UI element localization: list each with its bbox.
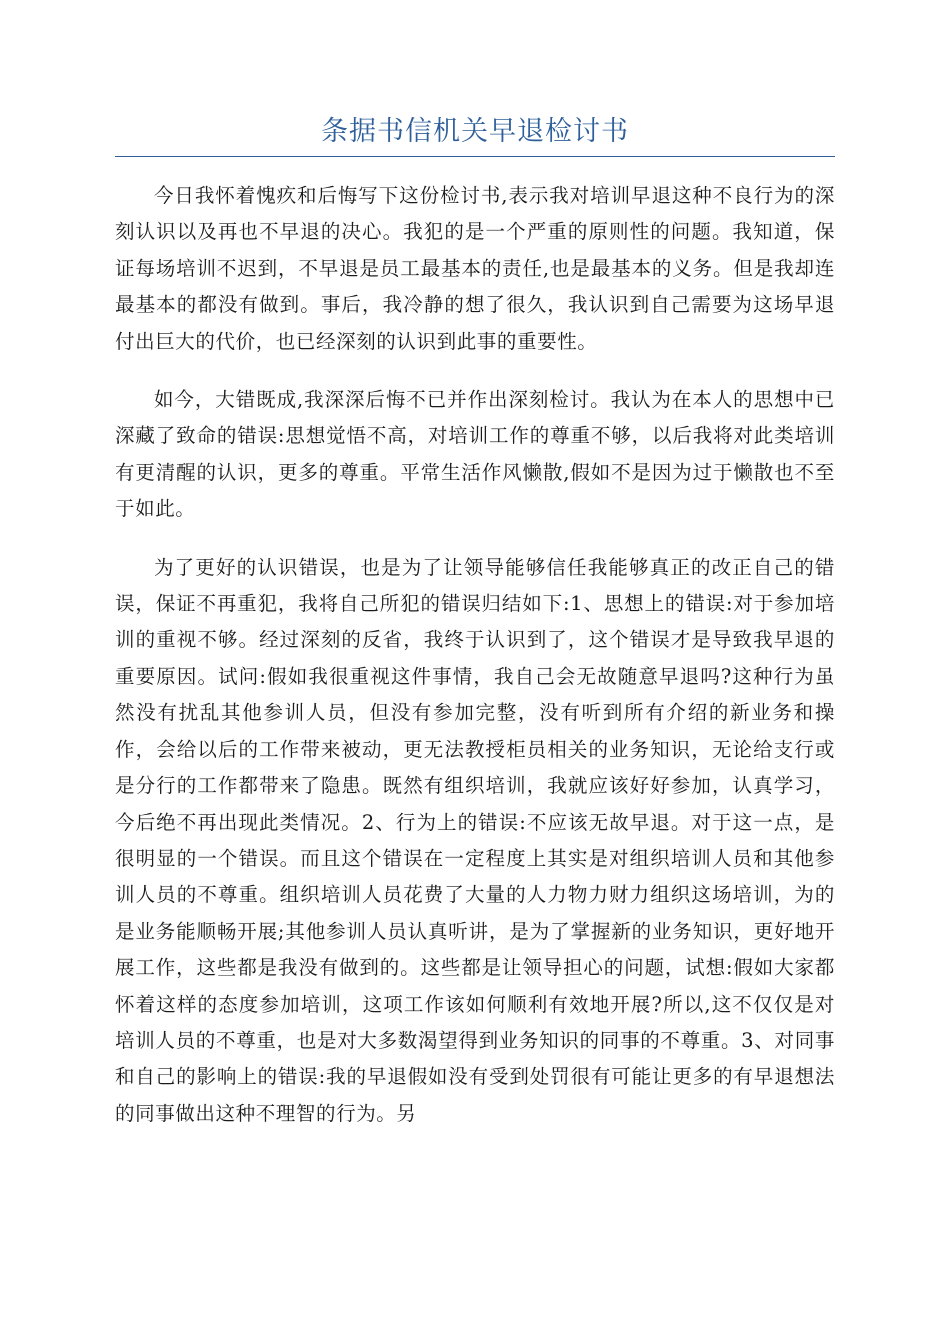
paragraph-1: 今日我怀着愧疚和后悔写下这份检讨书,表示我对培训早退这种不良行为的深刻认识以及再也不早退的决心。我犯的是一个严重的原则性的问题。我知道，保证每场培训不迟到，不早退是员工最基本的责任,也是最基本的义务。但是我却连最基本的都没有做到。事后，我冷静的想了很久，我认识到自己需要为这场早退付出巨大的代价，也已经深刻的认识到此事的重要性。 <box>115 184 835 353</box>
paragraph-3: 为了更好的认识错误，也是为了让领导能够信任我能够真正的改正自己的错误，保证不再重犯，我将自己所犯的错误归结如下:1、思想上的错误:对于参加培训的重视不够。经过深刻的反省，我终于认识到了，这个错误才是导致我早退的重要原因。试问:假如我很重视这件事情，我自己会无故随意早退吗?这种行为虽然没有扰乱其他参训人员，但没有参加完整，没有听到所有介绍的新业务和操作，会给以后的工作带来被动，更无法教授柜员相关的业务知识，无论给支行或是分行的工作都带来了隐患。既然有组织培训，我就应该好好参加，认真学习，今后绝不再出现此类情况。2、行为上的错误:不应该无故早退。对于这一点，是很明显的一个错误。而且这个错误在一定程度上其实是对组织培训人员和其他参训人员的不尊重。组织培训人员花费了大量的人力物力财力组织这场培训，为的是业务能顺畅开展;其他参训人员认真听讲，是为了掌握新的业务知识，更好地开展工作，这些都是我没有做到的。这些都是让领导担心的问题，试想:假如大家都怀着这样的态度参加培训，这项工作该如何顺利有效地开展?所以,这不仅仅是对培训人员的不尊重，也是对大多数渴望得到业务知识的同事的不尊重。3、对同事和自己的影响上的错误:我的早退假如没有受到处罚很有可能让更多的有早退想法的同事做出这种不理智的行为。另 <box>115 555 835 1125</box>
document-title: 条据书信机关早退检讨书 <box>321 116 629 147</box>
paragraph-2: 如今，大错既成,我深深后悔不已并作出深刻检讨。我认为在本人的思想中已深藏了致命的错误:思想觉悟不高，对培训工作的尊重不够，以后我将对此类培训有更清醒的认识，更多的尊重。平常生活作风懒散,假如不是因为过于懒散也不至于如此。 <box>115 388 835 521</box>
document-body <box>115 178 835 1154</box>
title-block <box>115 108 835 157</box>
